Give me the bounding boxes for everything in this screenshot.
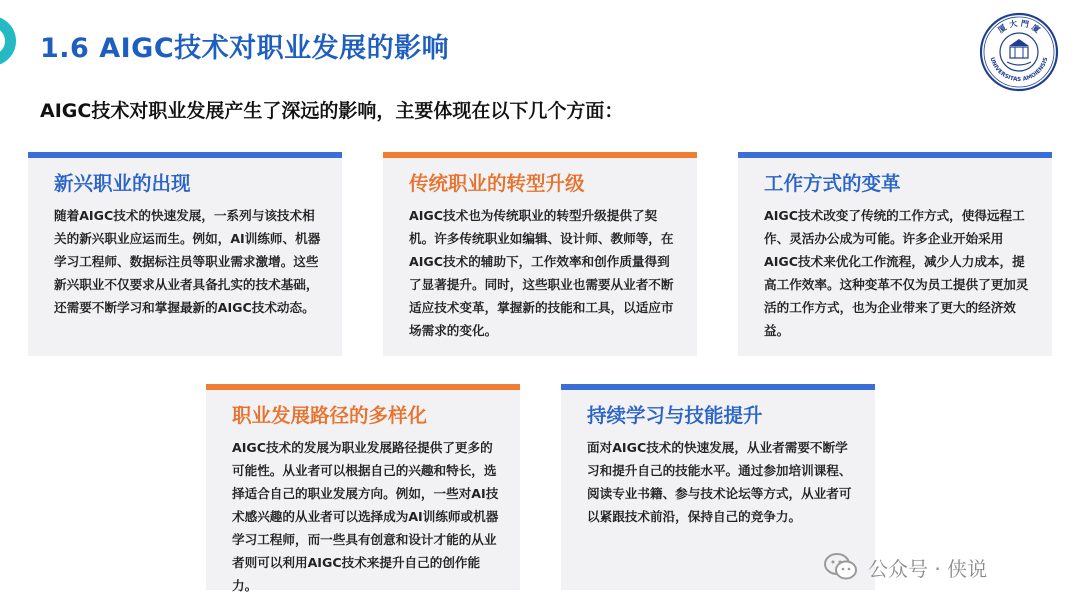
card-emerging-jobs — [28, 152, 342, 356]
card-career-diversity — [206, 384, 520, 593]
card-title: 持续学习与技能提升 — [587, 404, 763, 427]
card-accent-bar — [206, 384, 520, 390]
decorative-ring — [0, 16, 16, 66]
slide-title: 1.6 AIGC技术对职业发展的影响 — [40, 33, 450, 64]
svg-text:UNIVERSITAS AMOIENSIS — [989, 57, 1050, 83]
card-title: 传统职业的转型升级 — [409, 172, 585, 195]
card-body: AIGC技术改变了传统的工作方式，使得远程工作、灵活办公成为可能。许多企业开始采用AIGC技术来优化工作流程，减少人力成本，提高工作效率。这种变革不仅为员工提供了更加灵活的工作方式，也为企业带来了更大的经济效益。 — [764, 208, 1029, 338]
card-work-style-change — [738, 152, 1052, 356]
watermark-text: 公众号 · 侠说 — [868, 556, 988, 581]
card-body: AIGC技术也为传统职业的转型升级提供了契机。许多传统职业如编辑、设计师、教师等，在AIGC技术的辅助下，工作效率和创作质量得到了显著提升。同时，这些职业也需要从业者不断适应技术变革，掌握新的技能和工具，以适应市场需求的变化。 — [409, 208, 674, 338]
card-body: 随着AIGC技术的快速发展，一系列与该技术相关的新兴职业应运而生。例如，AI训练师、机器学习工程师、数据标注员等职业需求激增。这些新兴职业不仅要求从业者具备扎实的技术基础，还需要不断学习和掌握最新的AIGC技术动态。 — [54, 208, 321, 315]
card-title: 新兴职业的出现 — [54, 172, 191, 195]
card-body: 面对AIGC技术的快速发展，从业者需要不断学习和提升自己的技能水平。通过参加培训课程、阅读专业书籍、参与技术论坛等方式，从业者可以紧跟技术前沿，保持自己的竞争力。 — [587, 440, 852, 524]
card-title: 职业发展路径的多样化 — [232, 404, 428, 427]
wechat-icon — [824, 552, 858, 582]
logo-text-top: 厦 大 門 廈 — [996, 18, 1042, 35]
logo-text-bottom: UNIVERSITAS AMOIENSIS — [988, 56, 1050, 84]
svg-text:厦 大 門 廈 — [996, 18, 1042, 35]
card-traditional-transformation — [383, 152, 697, 356]
card-accent-bar — [738, 152, 1052, 158]
card-body: AIGC技术的发展为职业发展路径提供了更多的可能性。从业者可以根据自己的兴趣和特长，选择适合自己的职业发展方向。例如，一些对AI技术感兴趣的从业者可以选择成为AI训练师或机器学习工程师，而一些具有创意和设计才能的从业者则可以利用AIGC技术来提升自己的创作能力。 — [232, 440, 499, 593]
card-title: 工作方式的变革 — [764, 172, 901, 195]
intro-sentence: AIGC技术对职业发展产生了深远的影响，主要体现在以下几个方面： — [40, 100, 624, 122]
card-accent-bar — [28, 152, 342, 158]
watermark — [824, 552, 987, 582]
card-accent-bar — [561, 384, 875, 390]
card-accent-bar — [383, 152, 697, 158]
university-seal-logo — [979, 12, 1059, 92]
